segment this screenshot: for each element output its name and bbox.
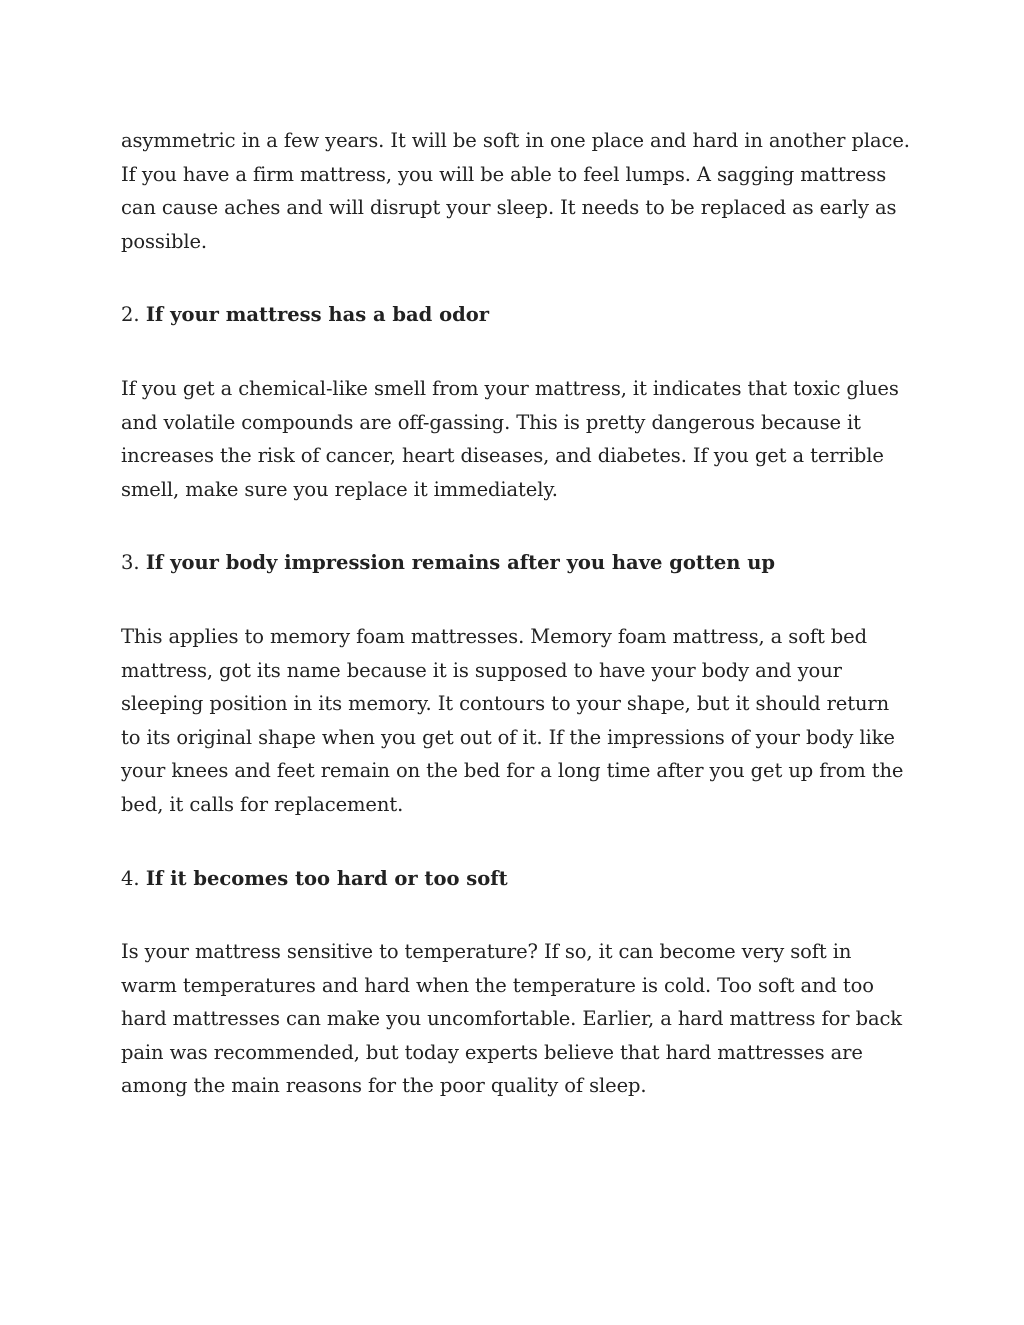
section-heading-3 [121,546,911,580]
section-number: 4. [121,866,140,890]
section-body-4: Is your mattress sensitive to temperature? If so, it can become very soft in warm temperatures and hard when the temperature is cold. Too soft and too hard mattresses can make you uncomfortable. Earlier, a hard mattress for back pain was recommended, but today experts believe that hard mattresses are among the main reasons for the poor quality of sleep. [121,940,903,1098]
section-title: If your mattress has a bad odor [145,303,490,327]
section-heading-4 [121,862,911,896]
section-body-2: If you get a chemical-like smell from your mattress, it indicates that toxic glues and volatile compounds are off-gassing. This is pretty dangerous because it increases the risk of cancer, heart diseases, and diabetes. If you get a terrible smell, make sure you replace it immediately. [121,376,899,501]
section-body-3: This applies to memory foam mattresses. Memory foam mattress, a soft bed mattress, got its name because it is supposed to have your body and your sleeping position in its memory. It contours to your shape, but it should return to its original shape when you get out of it. If the impressions of your body like your knees and feet remain on the bed for a long time after you get up from the bed, it calls for replacement. [121,624,904,816]
section-number: 2. [121,303,140,327]
section-number: 3. [121,551,140,575]
document-page [121,124,911,1143]
section-title: If it becomes too hard or too soft [145,866,508,890]
section-title: If your body impression remains after you have gotten up [145,551,776,575]
intro-paragraph: asymmetric in a few years. It will be soft in one place and hard in another place. If you have a firm mattress, you will be able to feel lumps. A sagging mattress can cause aches and will disrupt your sleep. It needs to be replaced as early as possible. [121,129,910,253]
section-heading-2 [121,298,911,332]
